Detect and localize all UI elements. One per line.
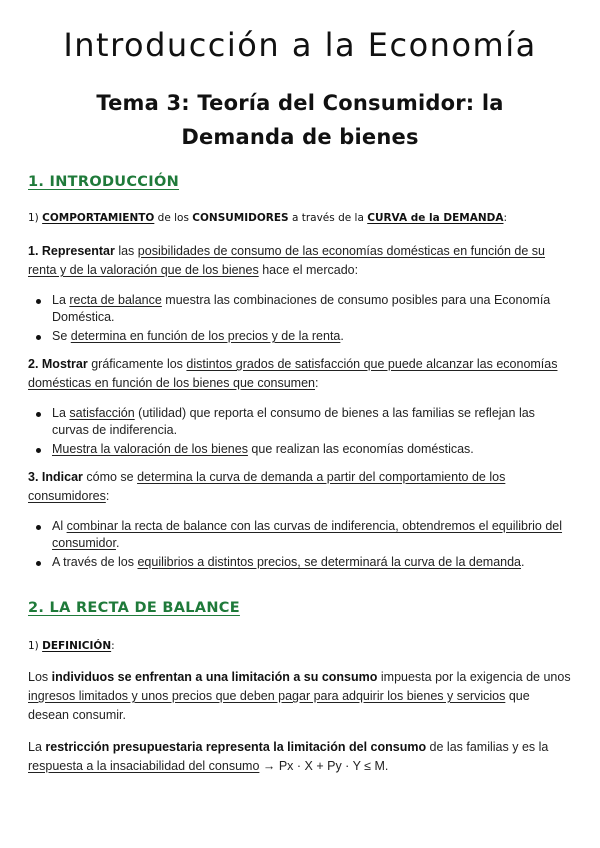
paragraph-number: 2 <box>28 357 35 371</box>
list-item <box>28 405 574 439</box>
document-subtitle: Tema 3: Teoría del Consumidor: la Demanda de bienes <box>96 91 504 149</box>
list-item <box>28 441 574 458</box>
list-item <box>28 554 574 571</box>
paragraph-underlined: posibilidades de consumo de las economías domésticas en función de su renta y de la valoración que de los bienes <box>28 244 545 277</box>
subheading-number: 1) <box>28 212 43 224</box>
list-item-text: A través de los <box>52 555 138 569</box>
subheading-part: COMPORTAMIENTO <box>42 212 155 224</box>
paragraph-underlined: determina la curva de demanda a partir del comportamiento de los consumidores <box>28 470 506 503</box>
bullet-list-1 <box>28 292 574 347</box>
subheading-part: de los <box>154 212 193 224</box>
list-item-text: La <box>52 293 70 307</box>
paragraph-underlined: ingresos limitados y unos precios que deben pagar para adquirir los bienes y servicios <box>28 689 506 703</box>
bullet-list-3 <box>28 518 574 573</box>
paragraph-bold: individuos se enfrentan a una limitación a su consumo <box>51 670 378 684</box>
paragraph-text: de las familias y es la <box>426 740 549 754</box>
paragraph-restriccion <box>28 738 574 776</box>
paragraph-number: 3 <box>28 470 35 484</box>
section-heading-recta-de-balance: 2. LA RECTA DE BALANCE <box>28 600 240 616</box>
paragraph-bold: restricción presupuestaria representa la limitación del consumo <box>45 740 427 754</box>
paragraph-text: : <box>105 489 110 503</box>
subheading-part: CURVA de la DEMANDA <box>367 212 504 224</box>
list-item <box>28 328 574 345</box>
subheading-comportamiento <box>28 212 507 224</box>
paragraph-text: impuesta por la exigencia de unos <box>377 670 571 684</box>
paragraph-underlined: distintos grados de satisfacción que puede alcanzar las economías domésticas en función de los bienes que consumen <box>28 357 558 390</box>
list-item-text: que realizan las economías domésticas. <box>247 442 474 456</box>
paragraph-lead: . Mostrar <box>34 357 88 371</box>
subheading-part: : <box>503 212 508 224</box>
list-item-text: La <box>52 406 70 420</box>
paragraph-text: cómo se <box>82 470 138 484</box>
paragraph-lead: . Representar <box>34 244 115 258</box>
list-item-underlined: Muestra la valoración de los bienes <box>52 442 248 456</box>
paragraph-representar <box>28 242 574 280</box>
list-item-text: . <box>340 329 344 343</box>
list-item-text: . <box>521 555 525 569</box>
paragraph-mostrar <box>28 355 574 393</box>
section-heading-introduccion: 1. INTRODUCCIÓN <box>28 174 180 190</box>
paragraph-text: las <box>114 244 138 258</box>
subheading-part: : <box>111 640 115 652</box>
list-item-underlined: equilibrios a distintos precios, se determinará la curva de la demanda <box>137 555 522 569</box>
subheading-part: DEFINICIÓN <box>42 640 112 652</box>
paragraph-number: 1 <box>28 244 35 258</box>
paragraph-text: Los <box>28 670 52 684</box>
paragraph-text: hace el mercado: <box>258 263 359 277</box>
paragraph-text: → Px · X + Py · Y ≤ M. <box>259 759 389 773</box>
bullet-list-2 <box>28 405 574 460</box>
paragraph-text: La <box>28 740 46 754</box>
list-item-underlined: satisfacción <box>69 406 135 420</box>
list-item-underlined: determina en función de los precios y de la renta <box>70 329 341 343</box>
list-item-text: muestra las combinaciones de consumo posibles para una Economía Doméstica. <box>52 293 551 324</box>
paragraph-indicar <box>28 468 574 506</box>
subheading-part: CONSUMIDORES <box>192 212 289 224</box>
list-item-text: Al <box>52 519 67 533</box>
paragraph-underlined: respuesta a la insaciabilidad del consumo <box>28 759 260 773</box>
list-item <box>28 292 574 326</box>
list-item-text: . <box>115 536 120 550</box>
list-item-underlined: recta de balance <box>69 293 162 307</box>
document-title: Introducción a la Economía <box>63 26 537 64</box>
paragraph-text: : <box>315 376 319 390</box>
subheading-definicion <box>28 640 115 652</box>
paragraph-individuos <box>28 668 574 725</box>
paragraph-text: gráficamente los <box>87 357 187 371</box>
list-item-underlined: combinar la recta de balance con las curvas de indiferencia, obtendremos el equilibrio del consumidor <box>52 519 563 550</box>
subheading-number: 1) <box>28 640 43 652</box>
list-item <box>28 518 574 552</box>
list-item-text: Se <box>52 329 71 343</box>
list-item-text: (utilidad) que reporta el consumo de bienes a las familias se reflejan las curvas de indiferencia. <box>52 406 535 437</box>
paragraph-text: que desean consumir. <box>28 689 530 722</box>
paragraph-lead: . Indicar <box>34 470 83 484</box>
subheading-part: a través de la <box>288 212 368 224</box>
